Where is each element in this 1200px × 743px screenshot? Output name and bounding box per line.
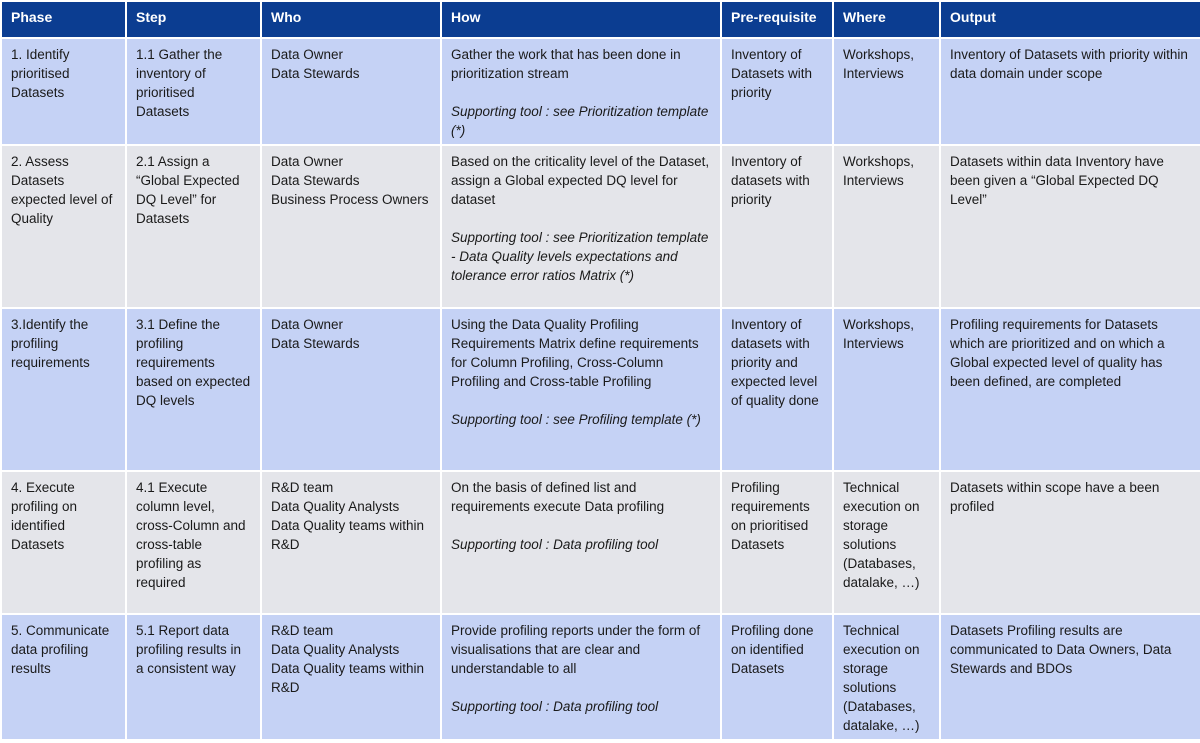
who-cell: [261, 38, 441, 145]
where-cell: Workshops, Interviews: [833, 145, 940, 308]
who-line: Data Quality Analysts: [271, 642, 400, 657]
how-text: Using the Data Quality Profiling Requirements Matrix define requirements for Column Profiling, Cross-Column Profiling and Cross-table Profiling: [451, 317, 699, 389]
phase-cell: 3.Identify the profiling requirements: [1, 308, 126, 471]
supporting-tool: Supporting tool : see Prioritization template (*): [451, 104, 709, 138]
prerequisite-cell: Inventory of datasets with priority: [721, 145, 833, 308]
how-cell: [441, 38, 721, 145]
step-cell: 5.1 Report data profiling results in a consistent way: [126, 614, 261, 740]
table-row: [1, 38, 1200, 145]
header-phase: Phase: [1, 1, 126, 38]
prerequisite-cell: Inventory of datasets with priority and expected level of quality done: [721, 308, 833, 471]
how-cell: [441, 308, 721, 471]
who-cell: [261, 614, 441, 740]
where-cell: Workshops, Interviews: [833, 38, 940, 145]
who-line: Data Stewards: [271, 66, 360, 81]
header-prerequisite: Pre-requisite: [721, 1, 833, 38]
table-row: [1, 308, 1200, 471]
header-who: Who: [261, 1, 441, 38]
table-row: [1, 614, 1200, 740]
supporting-tool: Supporting tool : see Prioritization template - Data Quality levels expectations and tolerance error ratios Matrix (*): [451, 230, 709, 283]
prerequisite-cell: Profiling requirements on prioritised Datasets: [721, 471, 833, 614]
who-line: Data Stewards: [271, 173, 360, 188]
where-cell: Technical execution on storage solutions (Databases, datalake, …): [833, 614, 940, 740]
output-cell: Profiling requirements for Datasets which are prioritized and on which a Global expected level of quality has been defined, are completed: [940, 308, 1200, 471]
output-cell: Inventory of Datasets with priority within data domain under scope: [940, 38, 1200, 145]
header-how: How: [441, 1, 721, 38]
supporting-tool: Supporting tool : Data profiling tool: [451, 537, 659, 552]
how-text: On the basis of defined list and requirements execute Data profiling: [451, 480, 665, 514]
header-row: [1, 1, 1200, 38]
where-cell: Workshops, Interviews: [833, 308, 940, 471]
who-line: Data Quality teams within R&D: [271, 661, 425, 695]
who-line: Data Quality Analysts: [271, 499, 400, 514]
prerequisite-cell: Inventory of Datasets with priority: [721, 38, 833, 145]
table-row: [1, 471, 1200, 614]
header-output: Output: [940, 1, 1200, 38]
who-cell: [261, 308, 441, 471]
phase-cell: 4. Execute profiling on identified Datasets: [1, 471, 126, 614]
step-cell: 1.1 Gather the inventory of prioritised Datasets: [126, 38, 261, 145]
prerequisite-cell: Profiling done on identified Datasets: [721, 614, 833, 740]
where-cell: Technical execution on storage solutions (Databases, datalake, …): [833, 471, 940, 614]
phase-cell: 2. Assess Datasets expected level of Quality: [1, 145, 126, 308]
header-where: Where: [833, 1, 940, 38]
supporting-tool: Supporting tool : see Profiling template (*): [451, 412, 701, 427]
step-cell: 4.1 Execute column level, cross-Column and cross-table profiling as required: [126, 471, 261, 614]
header-step: Step: [126, 1, 261, 38]
step-cell: 2.1 Assign a “Global Expected DQ Level” for Datasets: [126, 145, 261, 308]
how-text: Based on the criticality level of the Dataset, assign a Global expected DQ level for dataset: [451, 154, 710, 207]
how-text: Gather the work that has been done in prioritization stream: [451, 47, 681, 81]
supporting-tool: Supporting tool : Data profiling tool: [451, 699, 659, 714]
table-row: [1, 145, 1200, 308]
output-cell: Datasets Profiling results are communicated to Data Owners, Data Stewards and BDOs: [940, 614, 1200, 740]
who-line: Business Process Owners: [271, 192, 429, 207]
who-line: Data Stewards: [271, 336, 360, 351]
how-cell: [441, 145, 721, 308]
phase-cell: 1. Identify prioritised Datasets: [1, 38, 126, 145]
step-cell: 3.1 Define the profiling requirements based on expected DQ levels: [126, 308, 261, 471]
output-cell: Datasets within data Inventory have been given a “Global Expected DQ Level”: [940, 145, 1200, 308]
who-line: Data Owner: [271, 154, 344, 169]
phase-cell: 5. Communicate data profiling results: [1, 614, 126, 740]
how-cell: [441, 614, 721, 740]
how-text: Provide profiling reports under the form of visualisations that are clear and understandable to all: [451, 623, 701, 676]
who-line: Data Owner: [271, 317, 344, 332]
who-cell: [261, 145, 441, 308]
who-line: R&D team: [271, 480, 334, 495]
output-cell: Datasets within scope have a been profiled: [940, 471, 1200, 614]
how-cell: [441, 471, 721, 614]
who-line: Data Quality teams within R&D: [271, 518, 425, 552]
who-line: R&D team: [271, 623, 334, 638]
who-line: Data Owner: [271, 47, 344, 62]
who-cell: [261, 471, 441, 614]
